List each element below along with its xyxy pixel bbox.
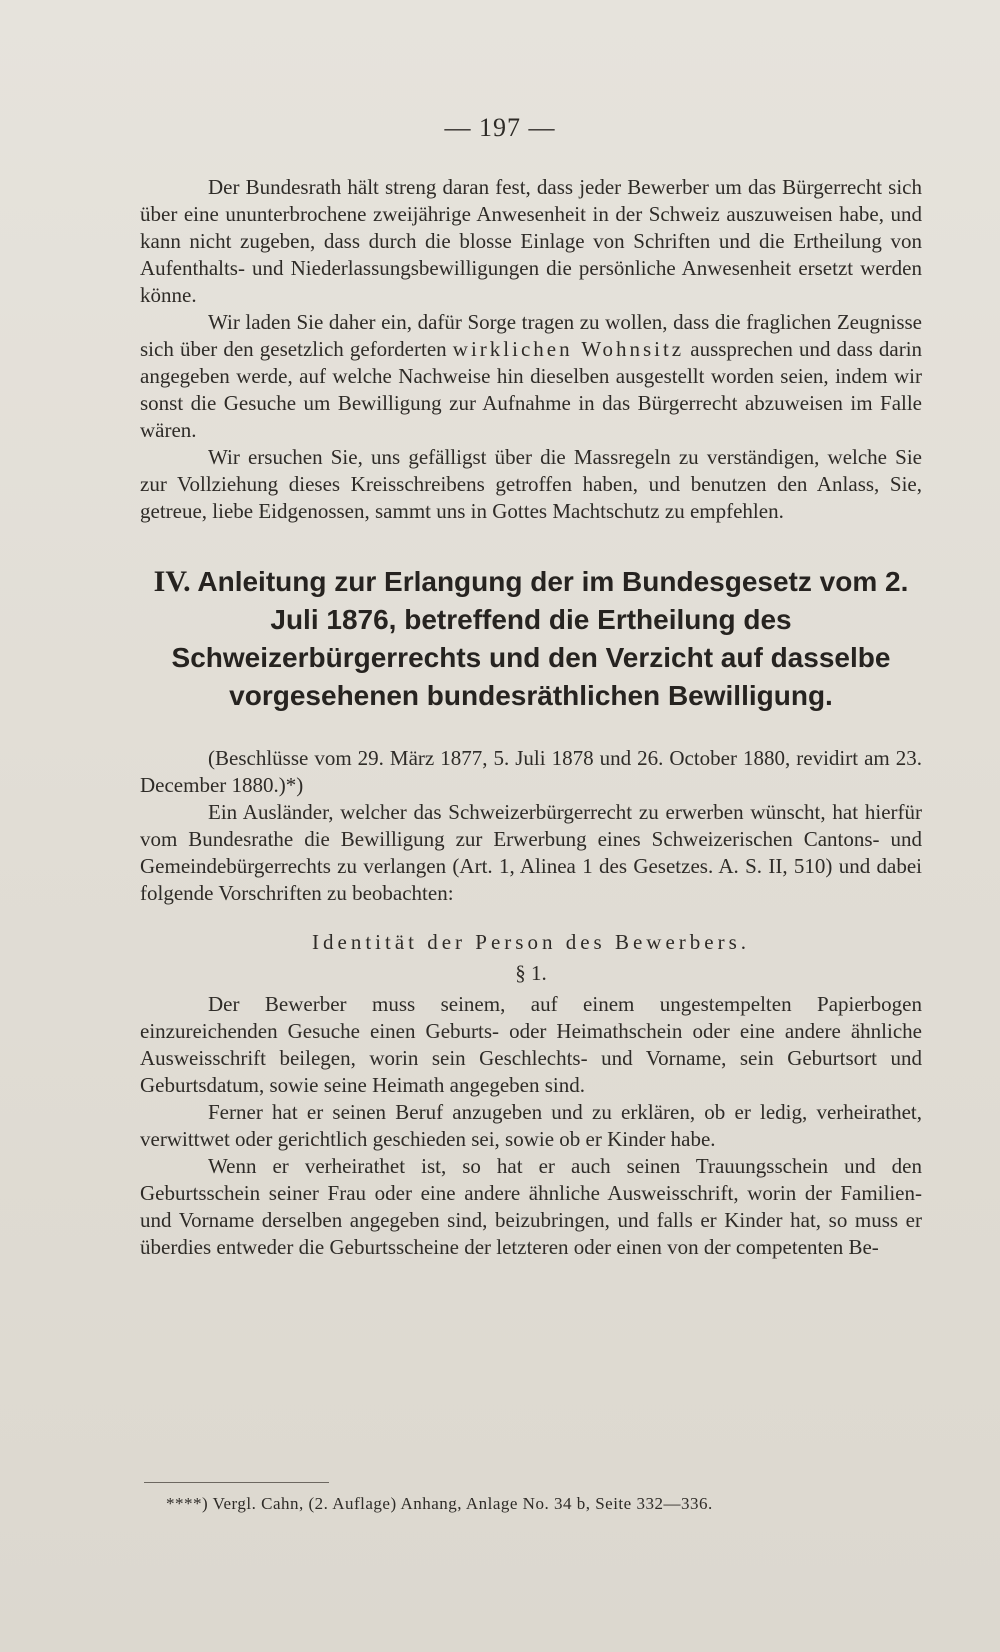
- paragraph-foreigner-application: Ein Ausländer, welcher das Schweizerbürgerrecht zu erwerben wünscht, hat hierfür vom Bundesrathe die Bewilligung zur Erwerbung eines Schweizerischen Cantons- und Gemeindebürgerrechts zu verlangen (Art. 1, Alinea 1 des Gesetzes. A. S. II, 510) und dabei folgende Vorschriften zu beobachten:: [140, 800, 922, 905]
- emphasis-wirklichen-wohnsitz: wirklichen Wohnsitz: [452, 337, 685, 361]
- paragraph-certificates-end: aussprechen und dass darin angegeben werde, auf welche Nachweise hin dieselben ausgestellt worden seien, indem wir sonst die Gesuche um Bewilligung zur Aufnahme in das Bürgerrecht abzuweisen im Falle wären.: [140, 337, 923, 442]
- page-number: — 197 —: [444, 113, 556, 142]
- chapter-title: Anleitung zur Erlangung der im Bundesgesetz vom 2. Juli 1876, betreffend die Ertheilung des Schweizerbürgerrechts und den Verzicht auf dasselbe vorgesehenen bundesräthlichen Bewilligung.: [171, 566, 909, 711]
- chapter-numeral: IV.: [153, 565, 191, 598]
- section-title: Identität der Person des Bewerbers.: [312, 930, 750, 954]
- paragraph-profession: Ferner hat er seinen Beruf anzugeben und zu erklären, ob er ledig, verheirathet, verwittwet oder gerichtlich geschieden sei, sowie ob er Kinder habe.: [140, 1100, 922, 1151]
- paragraph-certificates-start: Wir laden Sie daher ein, dafür Sorge tragen zu wollen, dass die fraglichen Zeugnisse sich über den gesetzlich geforderten: [140, 310, 922, 361]
- footnote: ****) Vergl. Cahn, (2. Auflage) Anhang, Anlage No. 34 b, Seite 332—336.: [166, 1494, 713, 1513]
- paragraph-closing: Wir ersuchen Sie, uns gefälligst über die Massregeln zu verständigen, welche Sie zur Vollziehung dieses Kreisschreibens getroffen haben, und benutzen den Anlass, Sie, getreue, liebe Eidgenossen, sammt uns in Gottes Machtschutz zu empfehlen.: [140, 445, 922, 523]
- paragraph-certificates: [140, 309, 922, 444]
- section-number: § 1.: [515, 961, 547, 985]
- paragraph-birth-certificate: Der Bewerber muss seinem, auf einem ungestempelten Papierbogen einzureichenden Gesuche einen Geburts- oder Heimathschein oder eine andere ähnliche Ausweisschrift beilegen, worin sein Geschlechts- und Vorname, sein Geburtsort und Geburtsdatum, sowie seine Heimath angegeben sind.: [140, 992, 922, 1097]
- body-text: [140, 174, 922, 1261]
- paragraph-resolutions: (Beschlüsse vom 29. März 1877, 5. Juli 1878 und 26. October 1880, revidirt am 23. December 1880.)*): [140, 746, 922, 797]
- paragraph-residence-requirement: Der Bundesrath hält streng daran fest, dass jeder Bewerber um das Bürgerrecht sich über eine ununterbrochene zweijährige Anwesenheit in der Schweiz auszuweisen habe, und kann nicht zugeben, dass durch die blosse Einlage von Schriften und die Ertheilung von Aufenthalts- und Niederlassungsbewilligungen die persönliche Anwesenheit ersetzt werden könne.: [140, 175, 922, 307]
- paragraph-marriage: Wenn er verheirathet ist, so hat er auch seinen Trauungsschein und den Geburtsschein seiner Frau oder eine andere ähnliche Ausweisschrift, worin der Familien- und Vorname derselben angegeben sind, beizubringen, und falls er Kinder hat, so muss er überdies entweder die Geburtsscheine der letzteren oder einen von der competenten Be-: [140, 1154, 922, 1259]
- chapter-heading: [140, 563, 922, 715]
- footnote-divider: [144, 1482, 329, 1483]
